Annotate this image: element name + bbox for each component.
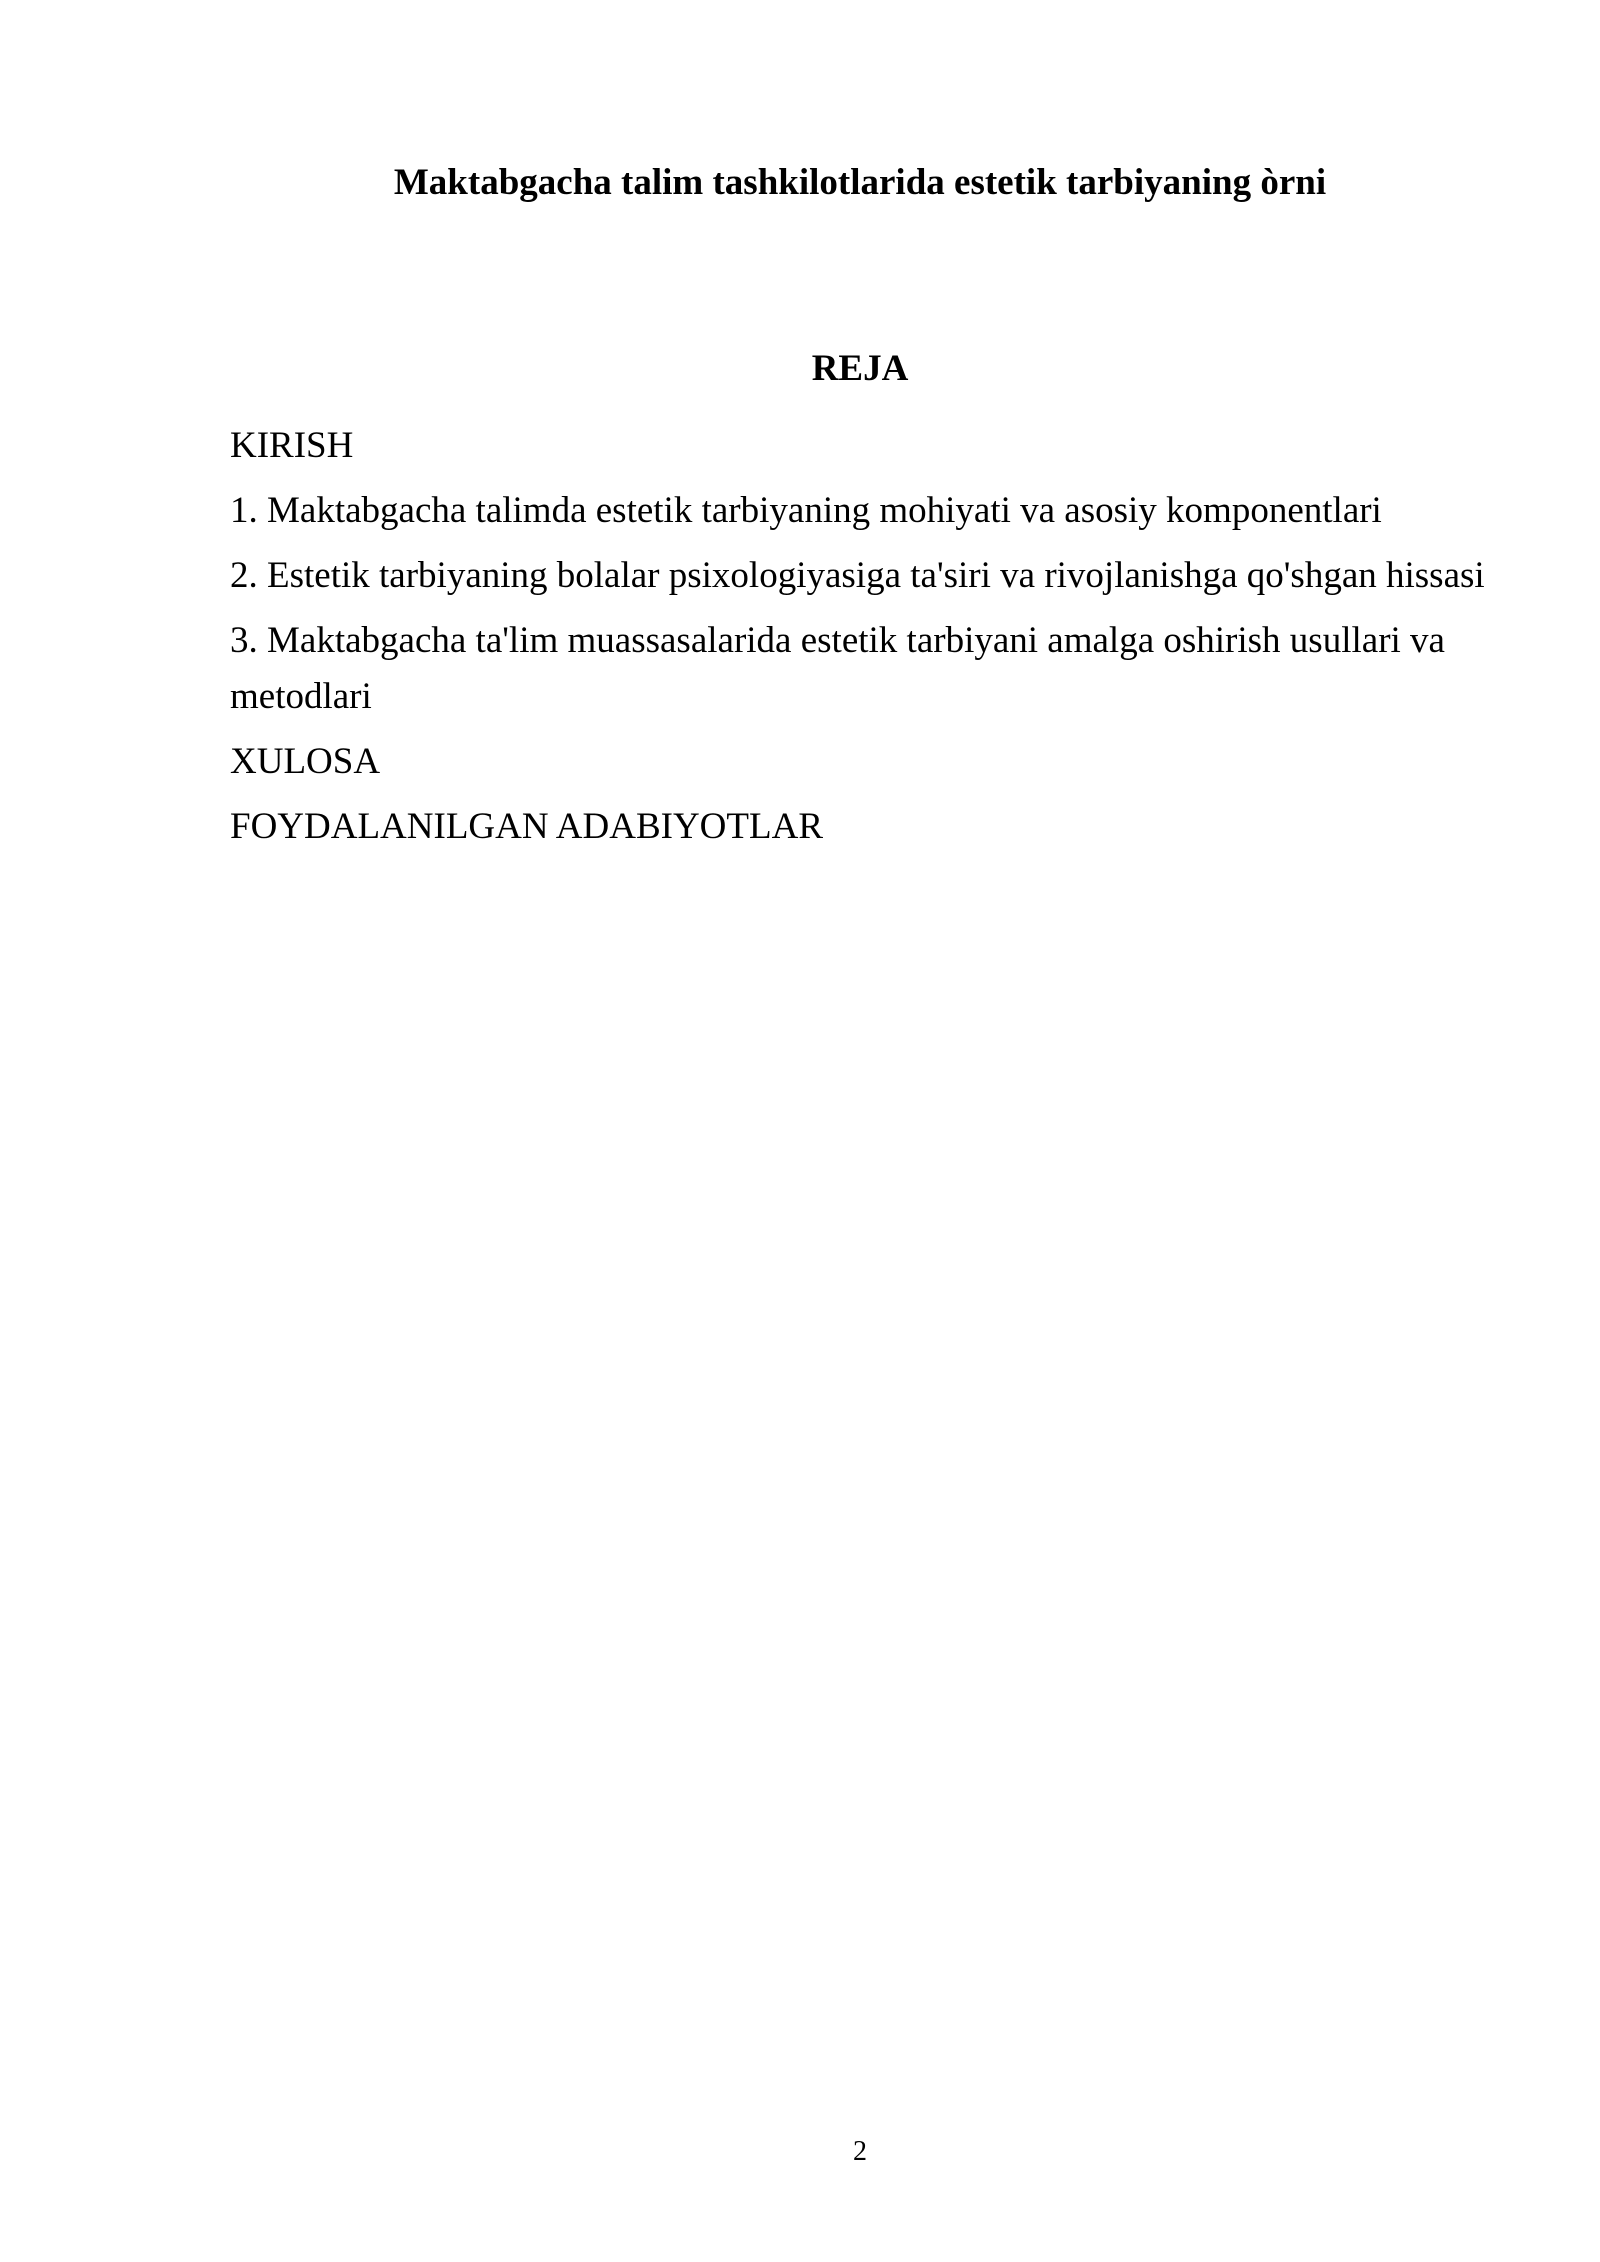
plan-item-references: FOYDALANILGAN ADABIYOTLAR [230,806,823,847]
plan-item-1: 1. Maktabgacha talimda estetik tarbiyaning mohiyati va asosiy komponentlari [230,490,1382,531]
plan-list [230,418,1490,864]
plan-heading: REJA [811,348,909,389]
plan-item-3: 3. Maktabgacha ta'lim muassasalarida estetik tarbiyani amalga oshirish usullari va metodlari [230,620,1445,717]
plan-item-2: 2. Estetik tarbiyaning bolalar psixologiyasiga ta'siri va rivojlanishga qo'shgan hissasi [230,555,1485,596]
plan-item-introduction: KIRISH [230,425,354,466]
page-number: 2 [853,2136,867,2167]
document-title: Maktabgacha talim tashkilotlarida estetik tarbiyaning òrni [393,162,1327,203]
plan-item-conclusion: XULOSA [230,741,381,782]
